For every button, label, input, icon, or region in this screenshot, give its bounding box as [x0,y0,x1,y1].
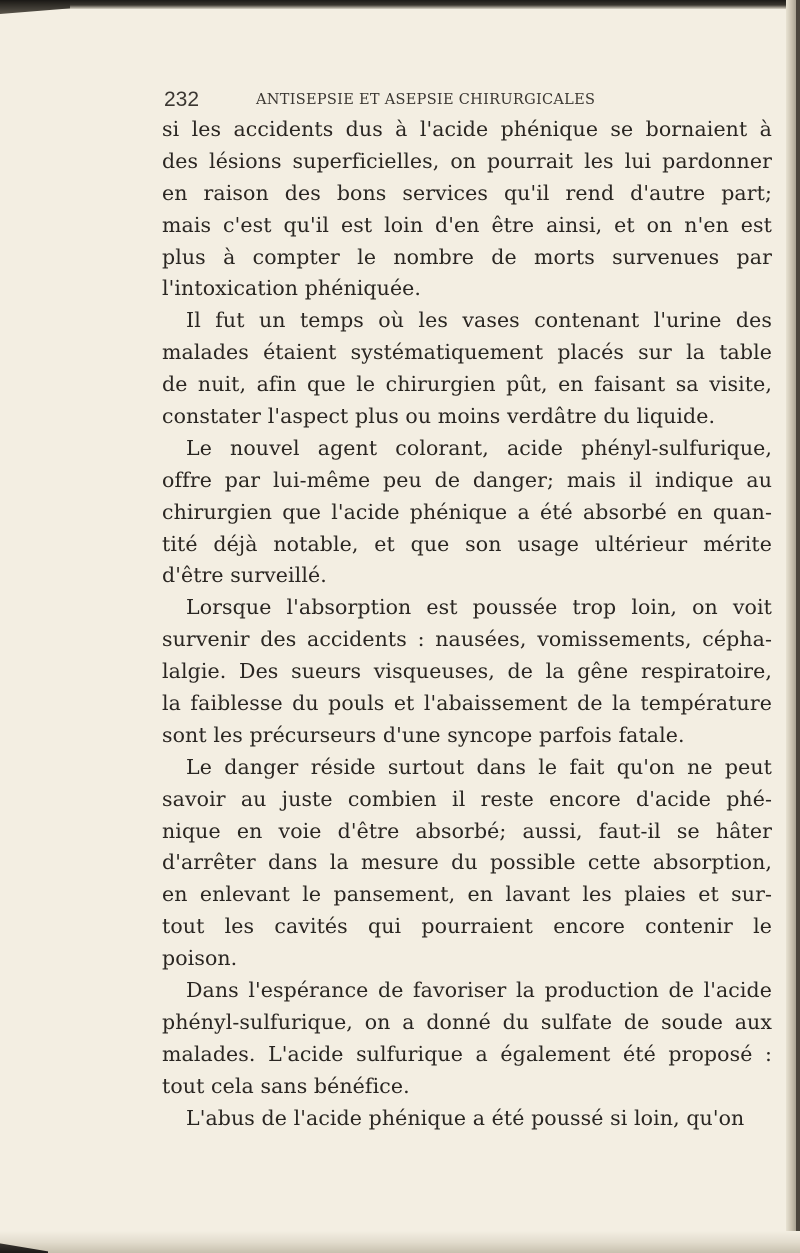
text-line: Il fut un temps où les vases contenant l'urine des [186,308,772,333]
text-line: poison. [162,946,238,971]
text-line: en raison des bons services qu'il rend d'autre part; [162,180,772,205]
running-header [164,88,744,114]
text-line: Dans l'espérance de favoriser la production de l'acide [186,978,772,1003]
text-line: offre par lui-même peu de danger; mais il indique au [162,467,772,492]
text-line: malades étaient systématiquement placés sur la table [162,340,772,365]
text-line: l'intoxication phéniquée. [162,276,422,301]
text-line: lalgie. Des sueurs visqueuses, de la gêne respiratoire, [162,659,772,684]
text-line: en enlevant le pansement, en lavant les plaies et sur- [162,882,772,907]
text-line: Le danger réside surtout dans le fait qu'on ne peut [186,754,772,779]
page-top-corner-shadow [0,0,70,14]
text-line: plus à compter le nombre de morts survenues par [162,244,772,269]
text-line: la faiblesse du pouls et l'abaissement de la température [162,691,772,716]
text-line: d'arrêter dans la mesure du possible cette absorption, [162,850,772,875]
text-line: survenir des accidents : nausées, vomissements, cépha- [162,627,772,652]
page-right-border [796,0,800,1253]
text-line: nique en voie d'être absorbé; aussi, faut-il se hâter [162,818,772,843]
text-line: tout cela sans bénéfice. [162,1073,410,1098]
page-bottom-edge [0,1231,800,1253]
running-title: ANTISEPSIE ET ASEPSIE CHIRURGICALES [256,92,596,108]
text-line: L'abus de l'acide phénique a été poussé si loin, qu'on [186,1105,745,1130]
text-line: sont les précurseurs d'une syncope parfois fatale. [162,722,685,747]
text-line: mais c'est qu'il est loin d'en être ainsi, et on n'en est [162,212,772,237]
text-line: si les accidents dus à l'acide phénique se bornaient à [162,117,772,141]
body-text [162,114,772,1135]
text-line: malades. L'acide sulfurique a également été proposé : [162,1041,772,1066]
text-line: tout les cavités qui pourraient encore contenir le [162,914,772,939]
text-line: phényl-sulfurique, on a donné du sulfate de soude aux [162,1009,772,1034]
text-line: constater l'aspect plus ou moins verdâtre du liquide. [162,404,716,429]
text-line: des lésions superficielles, on pourrait les lui pardonner [162,148,772,173]
text-line: savoir au juste combien il reste encore d'acide phé- [162,786,772,811]
text-line: chirurgien que l'acide phénique a été absorbé en quan- [162,499,772,524]
page-number: 232 [164,88,200,111]
text-line: Lorsque l'absorption est poussée trop loin, on voit [186,595,772,620]
text-line: d'être surveillé. [162,563,327,588]
page-top-edge [0,0,800,9]
text-line: Le nouvel agent colorant, acide phényl-sulfurique, [186,435,772,460]
text-line: de nuit, afin que le chirurgien pût, en faisant sa visite, [162,372,772,397]
text-line: tité déjà notable, et que son usage ultérieur mérite [162,531,772,556]
